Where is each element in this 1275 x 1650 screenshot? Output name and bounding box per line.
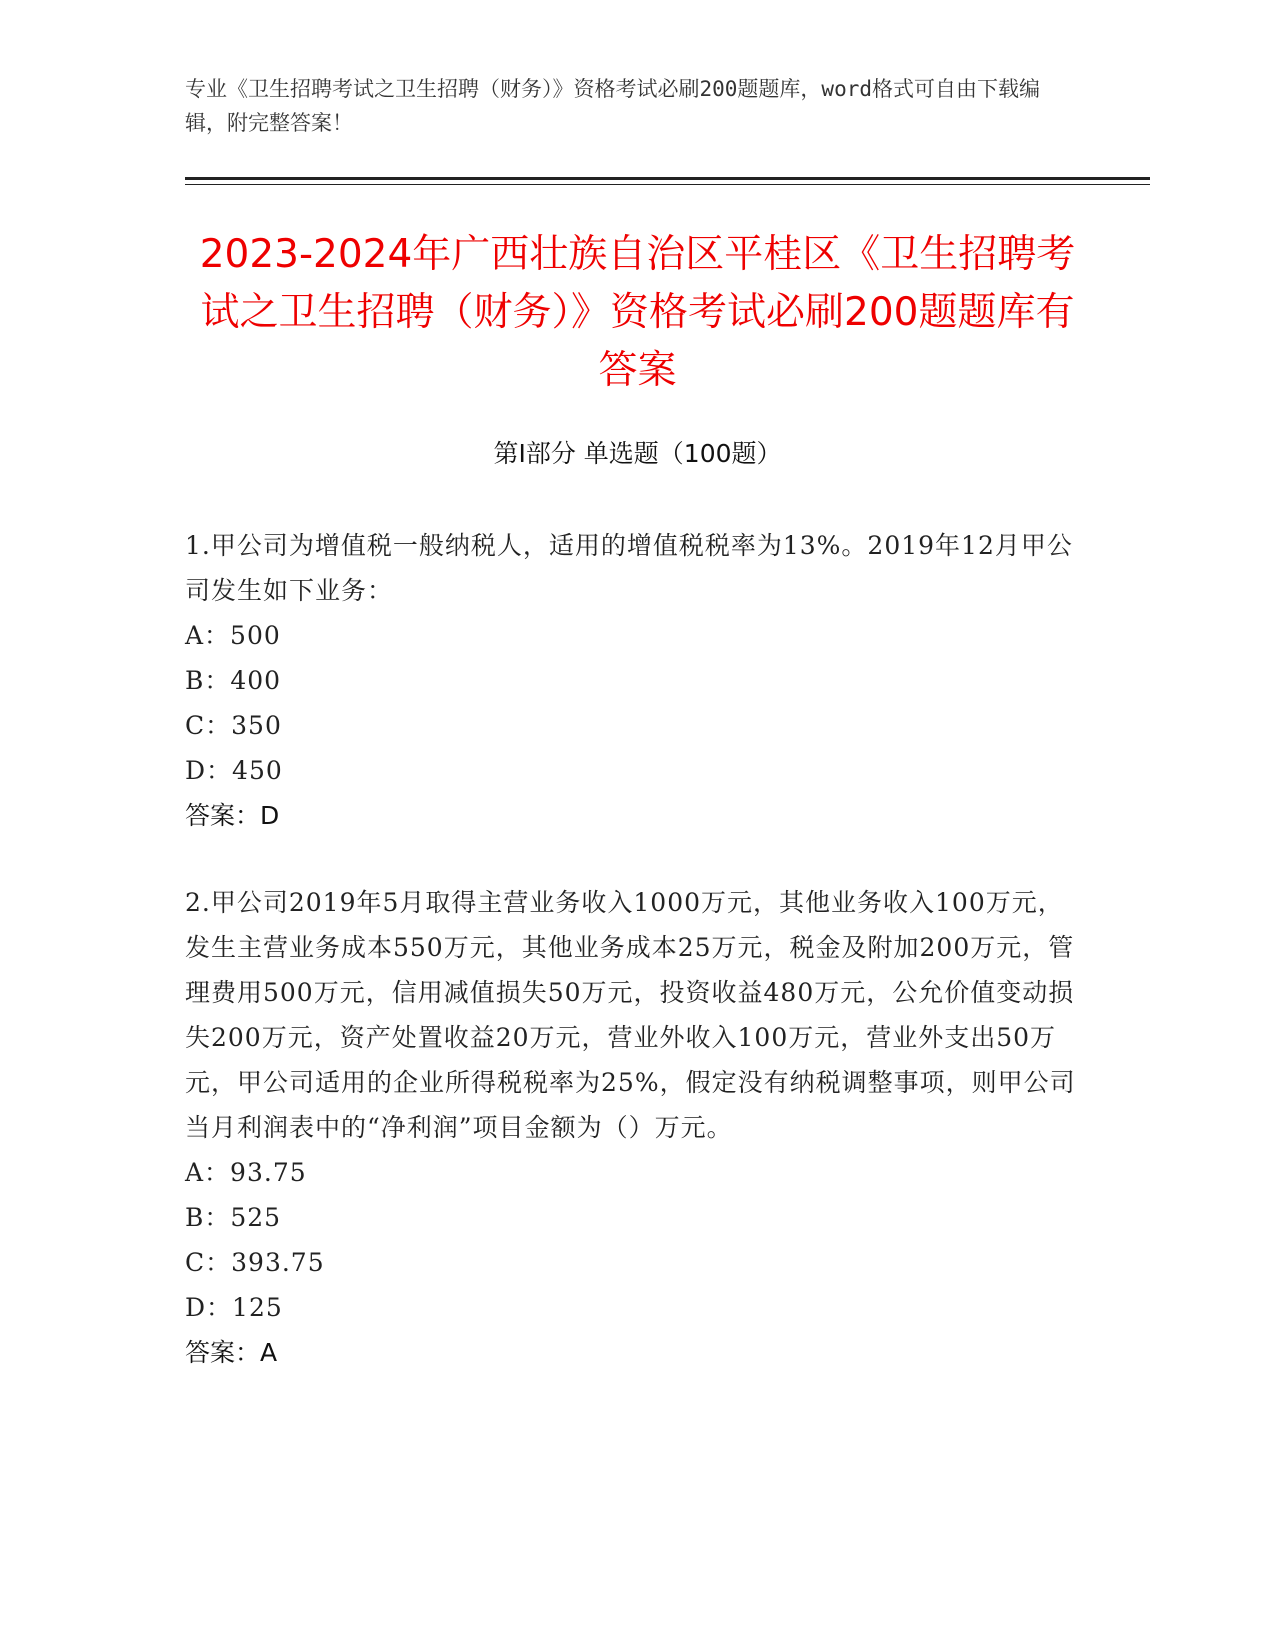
- question-stem: 2.甲公司2019年5月取得主营业务收入1000万元，其他业务收入100万元，发生主营业务成本550万元，其他业务成本25万元，税金及附加200万元，管理费用500万元，信用减值损失50万元，投资收益480万元，公允价值变动损失200万元，资产处置收益20万元，营业外收入100万元，营业外支出50万元，甲公司适用的企业所得税税率为25%，假定没有纳税调整事项，则甲公司当月利润表中的“净利润”项目金额为（）万元。: [185, 888, 1076, 1142]
- question-stem: 1.甲公司为增值税一般纳税人，适用的增值税税率为13%。2019年12月甲公司发生如下业务：: [185, 531, 1073, 605]
- answer: 答案：A: [185, 1338, 278, 1367]
- option-b: B：525: [185, 1203, 282, 1232]
- option-b: B：400: [185, 666, 282, 695]
- option-a: A：500: [185, 621, 281, 650]
- document-title: 2023-2024年广西壮族自治区平桂区《卫生招聘考试之卫生招聘（财务）》资格考试必刷200题题库有答案: [199, 232, 1076, 393]
- option-d: D：450: [185, 756, 283, 785]
- question-2: [185, 880, 1085, 1375]
- answer: 答案：D: [185, 801, 280, 830]
- option-c: C：350: [185, 711, 282, 740]
- section-heading: 第Ⅰ部分 单选题（100题）: [493, 439, 782, 468]
- header-note: 专业《卫生招聘考试之卫生招聘（财务）》资格考试必刷200题题库，word格式可自由下载编辑，附完整答案！: [185, 77, 1040, 135]
- option-c: C：393.75: [185, 1248, 325, 1277]
- option-a: A：93.75: [185, 1158, 307, 1187]
- question-1: [185, 523, 1085, 838]
- header-rule-thin: [185, 184, 1150, 185]
- header-rule-thick: [185, 177, 1150, 180]
- option-d: D：125: [185, 1293, 283, 1322]
